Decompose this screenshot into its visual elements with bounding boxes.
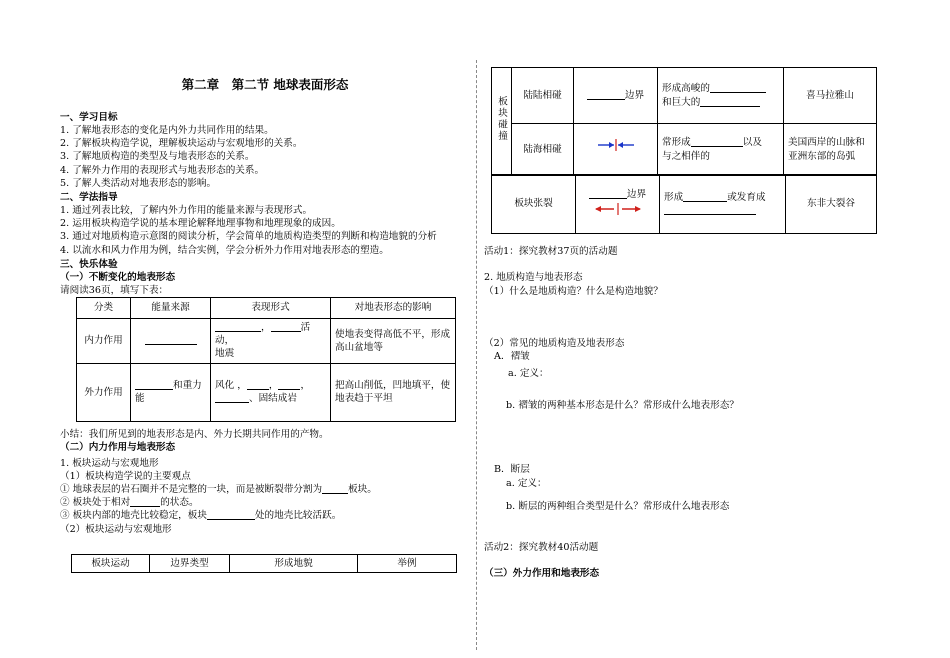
fault-heading: B．断层 [494,464,530,475]
list-item: 2. 了解板块构造学说，理解板块运动与宏观地形的关系。 [60,138,303,150]
question-2: （2）常见的地质构造及地表形态 [484,338,625,349]
fold-question: b. 褶皱的两种基本形态是什么？常形成什么地表形态？ [506,400,739,411]
reading-instruction: 请阅读36页，填写下表： [60,285,169,296]
cell-text: 和重力 [173,379,202,391]
fill-blank[interactable] [247,380,269,390]
table-header: 举例 [358,555,457,573]
internal-effect-cell: 使地表变得高低不平，形成高山盆地等 [331,319,456,364]
example-cell: 喜马拉雅山 [784,68,877,124]
fill-blank[interactable] [589,189,627,199]
list-item: 5. 了解人类活动对地表形态的影响。 [60,177,217,189]
table-header: 对地表形态的影响 [331,298,456,319]
claim-text: 处的地壳比较活跃。 [254,510,342,521]
subheading-changing-landforms: （一）不断变化的地表形态 [60,272,176,283]
question-1: （1）什么是地质构造？什么是构造地貌？ [484,286,663,297]
goals-list [60,124,302,190]
point-plate-motion: 1. 板块运动与宏观地形 [60,458,159,469]
cell-text: 边界 [626,189,647,201]
fill-blank[interactable] [145,335,197,345]
table-header: 表现形式 [211,298,331,319]
list-item: 2. 运用板块构造学说的基本理论解释地理事物和地理现象的成因。 [60,218,341,230]
list-item: 1. 通过列表比较，了解内外力作用的能量来源与表现形式。 [60,205,313,216]
cell-text: 地震 [215,348,235,360]
external-form-cell [211,363,331,421]
forces-table [76,297,456,422]
divergent-boundary-icon [592,202,644,216]
fill-blank[interactable] [130,497,160,507]
example-cell: 东非大裂谷 [786,175,877,234]
fill-blank[interactable] [278,380,300,390]
page-title: 第二章 第二节 地球表面形态 [181,77,349,92]
collision-label-cell [492,68,512,176]
fill-blank[interactable] [215,393,249,403]
fill-blank[interactable] [135,380,173,390]
cell-text: 活动， [215,322,311,347]
table-header: 能量来源 [131,298,211,319]
cell-text: 常形成 [662,137,691,149]
methods-list [60,204,437,257]
claim-2 [60,496,199,509]
internal-energy-cell [131,319,211,364]
cell-text: ， [300,379,311,391]
section-heading-methods: 二、学法指导 [60,192,118,203]
cell-text: 风化 ， [215,379,247,391]
claim-3 [60,509,341,522]
list-item: 3. 了解地质构造的类型及与地表形态的关系。 [60,151,255,163]
point-geologic-structure: 2. 地质构造与地表形态 [484,272,583,283]
motion-cell: 陆海相碰 [512,124,574,176]
landform-cell [658,124,784,176]
table-header: 板块运动 [72,555,150,573]
fold-heading: A．褶皱 [494,351,530,362]
fault-question: b. 断层的两种组合类型是什么？常形成什么地表形态 [506,501,730,512]
cell-text: 、固结成岩 [249,393,297,405]
cell-text: 或发育成 [727,191,766,203]
boundary-cell [576,175,660,234]
subheading-external-forces: （三）外力作用和地表形态 [484,568,600,579]
external-energy-cell [131,363,211,421]
point-plate-landforms: （2）板块运动与宏观地形 [60,524,172,535]
cell-text: 形成 [664,191,684,203]
list-item: 1. 了解地表形态的变化是内外力共同作用的结果。 [60,125,274,136]
plate-table-header [71,554,457,573]
fill-blank[interactable] [664,205,756,215]
fill-blank[interactable] [683,192,727,202]
cell-text: 与之相伴的 [662,150,710,162]
motion-cell: 板块张裂 [492,175,576,234]
example-cell: 美国西岸的山脉和亚洲东部的岛弧 [784,124,877,176]
cell-text: 形成高峻的 [662,83,710,95]
fill-blank[interactable] [700,97,760,107]
table-header: 分类 [77,298,131,319]
collision-label: 板块碰撞 [496,96,508,143]
fill-blank[interactable] [207,510,255,520]
claim-text: ② 板块处于相对 [60,497,131,508]
fill-blank[interactable] [215,322,261,332]
point-plate-theory: （1）板块构造学说的主要观点 [60,471,191,482]
boundary-cell [574,68,658,124]
boundary-symbol-cell [574,124,658,176]
row-label-external: 外力作用 [77,363,131,421]
list-item: 3. 通过对地质构造示意图的阅读分析，学会简单的地质构造类型的判断和构造地貌的分析 [60,231,437,243]
subheading-internal-forces: （二）内力作用与地表形态 [60,442,176,453]
claim-text: ③ 板块内部的地壳比较稳定，板块 [60,510,207,521]
fill-blank[interactable] [587,90,625,100]
landform-cell [658,68,784,124]
cell-text: 能 [135,393,145,405]
cell-text: 以及 [742,137,762,149]
claim-1 [60,483,377,496]
list-item: 4. 以流水和风力作用为例，结合实例，学会分析外力作用对地表形态的塑造。 [60,244,389,256]
cell-text: ， [261,322,271,333]
cell-text: ， [268,379,279,391]
section-heading-experience: 三、快乐体验 [60,259,118,270]
convergent-boundary-icon [596,138,636,152]
claim-text: 的状态。 [160,497,199,508]
motion-cell: 陆陆相碰 [512,68,574,124]
cell-text: 边界 [624,89,645,101]
cell-text: 和巨大的 [662,96,701,108]
row-label-internal: 内力作用 [77,319,131,364]
internal-form-cell [211,319,331,364]
claim-text: 板块。 [348,484,377,495]
plate-boundary-table [491,67,877,176]
list-item: 4. 了解外力作用的表现形式与地表形态的关系。 [60,164,265,176]
table-header: 边界类型 [150,555,230,573]
claim-text: ① 地球表层的岩石圈并不是完整的一块，而是被断裂带分割为 [60,484,323,495]
fold-definition: a. 定义： [508,368,549,379]
table-header: 形成地貌 [230,555,358,573]
page-divider [476,60,477,650]
landform-cell [660,175,786,234]
fill-blank[interactable] [322,484,348,494]
activity-1: 活动1：探究教材37页的活动题 [484,246,618,257]
external-effect-cell: 把高山削低，凹地填平，使地表趋于平坦 [331,363,456,421]
fill-blank[interactable] [710,83,766,93]
fill-blank[interactable] [271,322,301,332]
summary-text: 小结：我们所见到的地表形态是内、外力长期共同作用的产物。 [60,429,329,440]
activity-2: 活动2：探究教材40活动题 [484,542,599,553]
plate-rift-table [491,174,877,234]
section-heading-goals: 一、学习目标 [60,112,118,123]
fault-definition: a. 定义： [506,478,547,489]
fill-blank[interactable] [691,137,743,147]
